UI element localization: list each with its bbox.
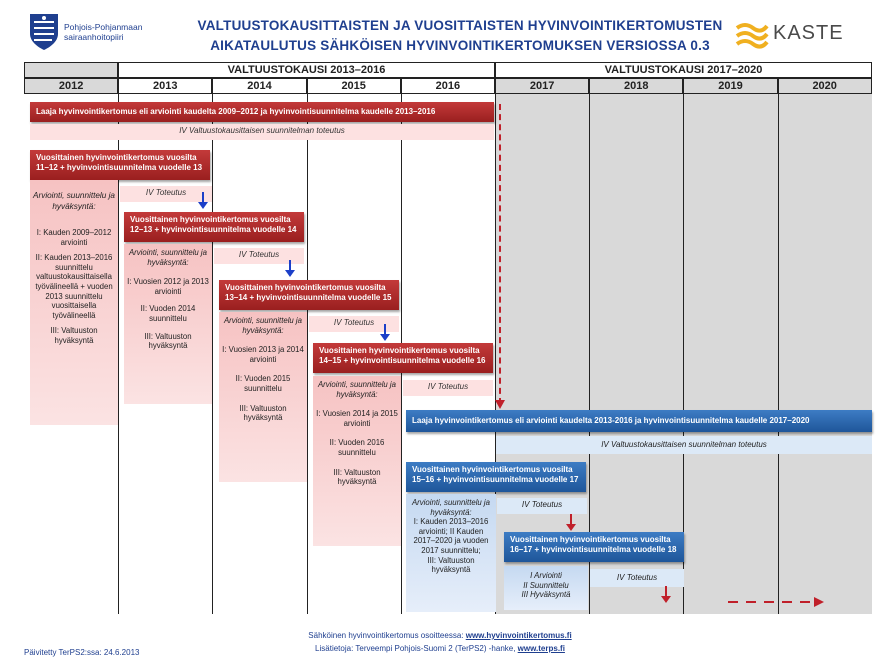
red-arrow-down-icon [566, 514, 576, 532]
grid-line [778, 94, 779, 614]
col2013-step-i: I: Vuosien 2012 ja 2013 arviointi [127, 277, 209, 296]
col2015-step-ii: II: Vuoden 2016 suunnittelu [329, 438, 385, 457]
col2014-steps [219, 312, 307, 482]
blue-arrow-down-icon [198, 192, 208, 210]
wide-blue-bar: Laaja hyvinvointikertomus eli arviointi kaudelta 2013-2016 ja hyvinvointisuunnitelma kaudelle 2017–2020 [406, 410, 872, 432]
coat-of-arms-icon [28, 12, 60, 52]
col2014-step-iii: III: Valtuuston hyväksyntä [239, 403, 287, 423]
col2017-step-iii: III Hyväksyntä [521, 590, 571, 600]
toteutus-2014: IV Toteutus [214, 248, 304, 264]
kaste-waves-icon [735, 20, 769, 50]
terps-link[interactable]: www.terps.fi [517, 644, 565, 653]
col2016-steps [406, 494, 496, 612]
page-title-line2: AIKATAULUTUS SÄHKÖISEN HYVINVOINTIKERTOMUKSEN VERSIOSSA 0.3 [210, 38, 710, 53]
kaste-label: KASTE [773, 22, 844, 44]
logo-line2: sairaanhoitopiiri [64, 32, 124, 42]
col2015-steps [313, 376, 401, 546]
period-2013-2016: VALTUUSTOKAUSI 2013–2016 [118, 62, 495, 78]
page-title-line1: VALTUUSTOKAUSITTAISTEN JA VUOSITTAISTEN HYVINVOINTIKERTOMUSTEN [197, 18, 723, 33]
footer-line1-text: Sähköinen hyvinvointikertomus osoitteessa: [308, 631, 464, 640]
footer-line2-text: Lisätietoja: Terveempi Pohjois-Suomi 2 (TerPS2) -hanke, [315, 644, 516, 653]
toteutus-2017: IV Toteutus [497, 498, 587, 514]
blue-arrow-down-icon [380, 324, 390, 342]
year-header-2019: 2019 [683, 78, 777, 94]
col2015-step-i: I: Vuosien 2014 ja 2015 arviointi [316, 409, 398, 428]
annual-bar-15-16: Vuosittainen hyvinvointikertomus vuosilta 15–16 + hyvinvointisuunnitelma vuodelle 17 [406, 462, 586, 492]
year-header-2016: 2016 [401, 78, 495, 94]
toteutus-2015: IV Toteutus [309, 316, 399, 332]
col2012-step-ii: II: Kauden 2013–2016 suunnittelu valtuustokausittaisella työvälineellä + vuoden 2013 suunnittelu vuosittaisella työvälineellä [35, 253, 113, 320]
toteutus-2016: IV Toteutus [403, 380, 493, 396]
kaste-logo [735, 20, 845, 52]
col2015-step-iii: III: Valtuuston hyväksyntä [333, 467, 381, 487]
annual-bar-13-14: Vuosittainen hyvinvointikertomus vuosilta 13–14 + hyvinvointisuunnitelma vuodelle 15 [219, 280, 399, 310]
wide-red-sub: IV Valtuustokausittaisen suunnitelman toteutus [30, 124, 494, 140]
col2016-intro: Arviointi, suunnittelu ja hyväksyntä: [411, 498, 490, 517]
continuation-arrow-icon [728, 596, 828, 608]
footer-line1 [240, 631, 640, 640]
year-header-2014: 2014 [212, 78, 306, 94]
blue-arrow-down-icon [285, 260, 295, 278]
toteutus-2018: IV Toteutus [590, 569, 684, 587]
wide-red-bar: Laaja hyvinvointikertomus eli arviointi kaudelta 2009–2012 ja hyvinvointisuunnitelma kaudelle 2013–2016 [30, 102, 494, 122]
col2016-step-i: I: Kauden 2013–2016 arviointi; II Kauden 2017–2020 ja vuoden 2017 suunnittelu; [413, 517, 489, 555]
year-header-2015: 2015 [307, 78, 401, 94]
annual-bar-14-15: Vuosittainen hyvinvointikertomus vuosilta 14–15 + hyvinvointisuunnitelma vuodelle 16 [313, 343, 493, 373]
wide-blue-sub: IV Valtuustokausittaisen suunnitelman toteutus [496, 436, 872, 454]
col2012-intro: Arviointi, suunnittelu ja hyväksyntä: [33, 191, 115, 211]
footer-line2 [240, 644, 640, 653]
col2016-step-iii: III: Valtuuston hyväksyntä [427, 555, 475, 575]
col2014-step-ii: II: Vuoden 2015 suunnittelu [235, 374, 291, 393]
col2012-steps [30, 180, 118, 425]
col2013-step-iii: III: Valtuuston hyväksyntä [144, 331, 192, 351]
col2014-intro: Arviointi, suunnittelu ja hyväksyntä: [223, 316, 302, 335]
year-header-2012: 2012 [24, 78, 118, 94]
col2014-step-i: I: Vuosien 2013 ja 2014 arviointi [222, 345, 304, 364]
year-header-2013: 2013 [118, 78, 212, 94]
col2017-step-ii: II Suunnittelu [523, 580, 569, 590]
col2012-step-i: I: Kauden 2009–2012 arviointi [36, 228, 112, 247]
col2015-intro: Arviointi, suunnittelu ja hyväksyntä: [317, 380, 396, 399]
col2013-intro: Arviointi, suunnittelu ja hyväksyntä: [128, 248, 207, 267]
year-header-2017: 2017 [495, 78, 589, 94]
annual-bar-12-13: Vuosittainen hyvinvointikertomus vuosilta 12–13 + hyvinvointisuunnitelma vuodelle 14 [124, 212, 304, 242]
col2013-steps [124, 244, 212, 404]
grid-line [212, 94, 213, 614]
annual-bar-16-17: Vuosittainen hyvinvointikertomus vuosilta 16–17 + hyvinvointisuunnitelma vuodelle 18 [504, 532, 684, 562]
year-header-2018: 2018 [589, 78, 683, 94]
red-dashed-divider [499, 104, 501, 404]
period-2017-2020: VALTUUSTOKAUSI 2017–2020 [495, 62, 872, 78]
red-arrow-down-icon [661, 586, 671, 604]
logo-line1: Pohjois-Pohjanmaan [64, 22, 143, 32]
col2017-steps [504, 566, 588, 610]
hyvinvointikertomus-link[interactable]: www.hyvinvointikertomus.fi [465, 631, 572, 640]
col2013-step-ii: II: Vuoden 2014 suunnittelu [140, 304, 196, 323]
toteutus-2013: IV Toteutus [120, 186, 212, 202]
annual-bar-11-12: Vuosittainen hyvinvointikertomus vuosilta 11–12 + hyvinvointisuunnitelma vuodelle 13 [30, 150, 210, 180]
updated-date: Päivitetty TerPS2:ssa: 24.6.2013 [24, 648, 140, 657]
col2017-step-i: I Arviointi [530, 571, 562, 580]
red-arrow-down-icon [494, 400, 506, 410]
year-header-2020: 2020 [778, 78, 872, 94]
col2012-step-iii: III: Valtuuston hyväksyntä [50, 326, 98, 345]
